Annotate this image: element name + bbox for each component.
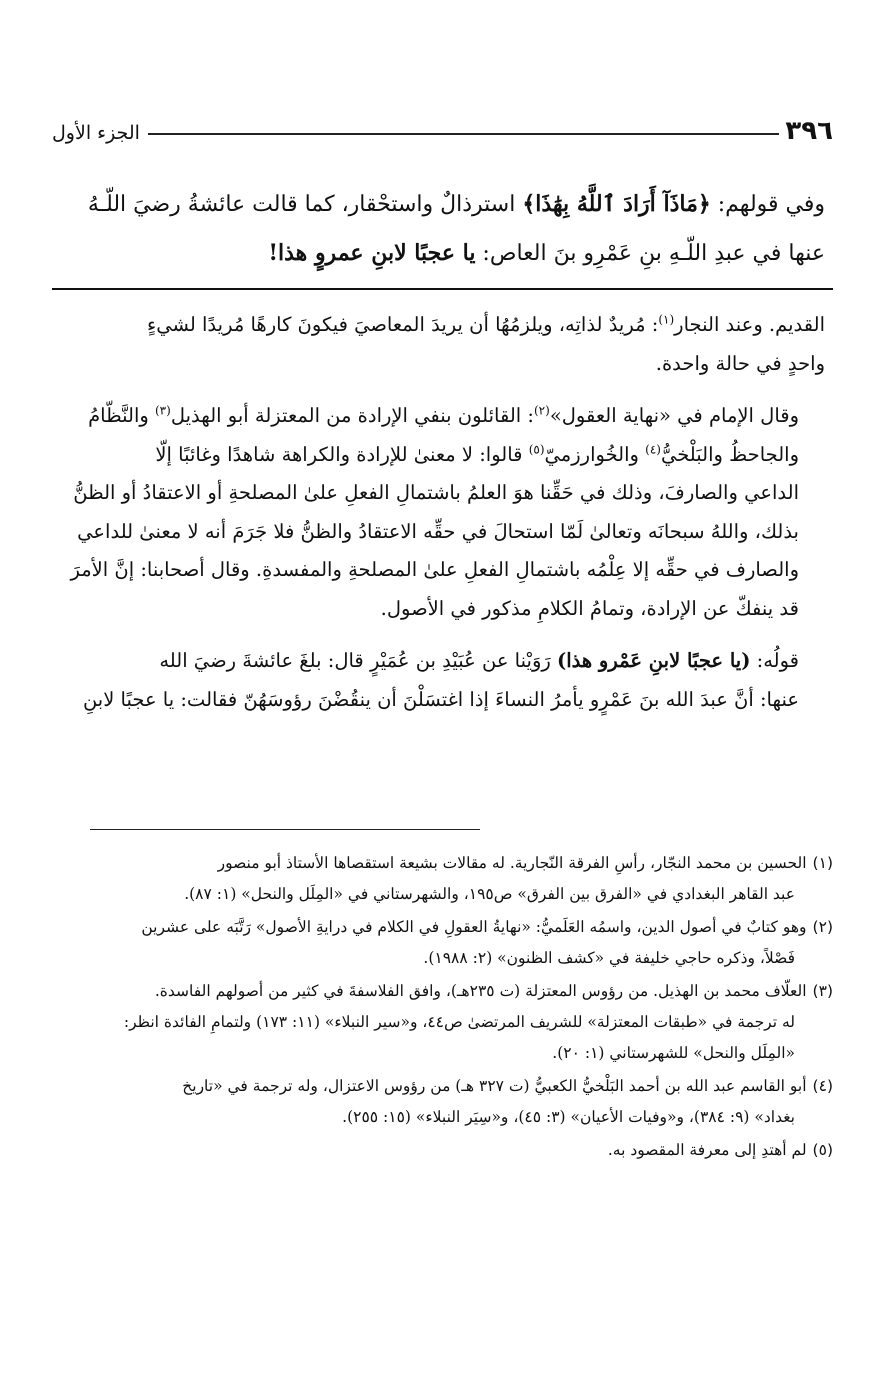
- footnote-5: [52, 1135, 833, 1166]
- footnote-3: [52, 976, 833, 1069]
- footnote-line: [52, 848, 833, 879]
- volume-label: الجزء الأول: [52, 122, 140, 144]
- footnote-ref[interactable]: (٤): [645, 442, 661, 456]
- text-line: الداعي والصارفَ، وذلك في حَقِّنا هوَ العلمُ باشتمالِ الفعلِ علىٰ المصلحةِ أو الاعتقادُ أو الظنُّ: [73, 481, 799, 504]
- footnote-ref[interactable]: (١): [658, 312, 675, 327]
- footnote-line: عبد القاهر البغدادي في «الفرق بين الفرق» ص١٩٥، والشهرستاني في «المِلَل والنحل» (١: ٨٧).: [184, 885, 795, 903]
- footnote-number: (١): [812, 854, 833, 872]
- paragraph: [52, 642, 825, 719]
- footnote-line: فَصْلاً، وذكره حاجي خليفة في «كشف الظنون» (٢: ١٩٨٨).: [423, 949, 795, 967]
- footnote-line: له ترجمة في «طبقات المعتزلة» للشريف المرتضىٰ ص٤٤، و«سير النبلاء» (١١: ١٧٣) ولتمامِ الفائدة انظر:: [123, 1013, 795, 1031]
- matn-line: [52, 180, 825, 229]
- footnote-line: [52, 1071, 833, 1102]
- footnote-ref[interactable]: (٢): [533, 403, 550, 418]
- page-number: ٣٩٦: [785, 116, 833, 146]
- footnote-1: [52, 848, 833, 910]
- matn-line: [52, 229, 825, 278]
- matn-text: عنها في عبدِ اللّـهِ بنِ عَمْرِو بنَ العاص:: [475, 241, 825, 266]
- footnote-text: وهو كتابٌ في أصول الدين، واسمُه العَلَميُّ: «نهايةُ العقولِ في الكلام في درايةِ الأصول» رَتَّبَه على عشرين: [141, 918, 807, 936]
- text-line: عنها: أنَّ عبدَ الله بنَ عَمْرٍو يأمرُ النساءَ إذا اغتسَلْنَ أن ينقُضْنَ رؤوسَهُنّ فقالت: يا عجبًا لابنِ: [82, 687, 799, 711]
- quran-quote: ﴿مَاذَآ أَرَادَ ٱللَّهُ بِهَٰذَا﴾: [522, 191, 711, 217]
- footnote-ref[interactable]: (٥): [528, 442, 545, 456]
- footnote-text: لم أهتدِ إلى معرفة المقصود به.: [607, 1141, 807, 1159]
- text-run: القديم. وعند النجار: [674, 313, 825, 336]
- matn-divider: [52, 288, 833, 290]
- text-run: والخُوارزميّ: [544, 442, 646, 466]
- header-rule: [148, 133, 780, 135]
- footnote-number: (٢): [812, 918, 833, 936]
- text-line: [52, 642, 825, 681]
- text-run: قالوا: لا معنىٰ للإرادة والكراهة شاهدًا وغائبًا إلّا: [155, 442, 529, 466]
- paragraph: [52, 306, 825, 383]
- text-line: [52, 397, 825, 436]
- footnote-line: [52, 976, 833, 1007]
- text-run: رَوَيْنا عن عُبَيْدِ بن عُمَيْرٍ قال: بلغَ عائشةَ رضيَ الله: [159, 649, 557, 672]
- text-line: والصارف في حقِّه إلا عِلْمُه باشتمالِ الفعلِ علىٰ المصلحةِ والمفسدةِ. وقال أصحابنا: إنَّ الأمرَ: [70, 558, 799, 581]
- footnote-ref[interactable]: (٣): [154, 403, 171, 418]
- footnote-divider: [90, 829, 480, 830]
- text-line: قد ينفكّ عن الإرادة، وتمامُ الكلامِ مذكور في الأصول.: [380, 596, 799, 620]
- footnote-line: [52, 1135, 833, 1166]
- footnotes-block: [52, 848, 833, 1168]
- footnote-line: بغداد» (٩: ٣٨٤)، و«وفيات الأعيان» (٣: ٤٥)، و«سِيَر النبلاء» (١٥: ٢٥٥).: [342, 1108, 795, 1126]
- text-line: بذلك، واللهُ سبحانَه وتعالىٰ لَمّا استحالَ في حقِّه الاعتقادُ والظنُّ فلا جَرَمَ أنه لا معنىٰ للداعي: [77, 519, 799, 543]
- quoted-phrase: (يا عجبًا لابنِ عَمْرو هذا): [556, 649, 751, 672]
- commentary-block: [52, 306, 825, 733]
- text-run: وقال الإمام في «نهاية العقول»: [549, 404, 799, 427]
- text-run: : القائلون بنفي الإرادة من المعتزلة أبو الهذيل: [170, 404, 534, 427]
- footnote-text: الحسين بن محمد النجّار، رأسِ الفرقة النّجارية. له مقالات بشيعة استقصاها الأستاذ أبو منصور: [217, 854, 807, 872]
- footnote-number: (٥): [812, 1141, 833, 1159]
- matn-text: وفي قولهم:: [710, 192, 825, 217]
- paragraph: [52, 397, 825, 628]
- text-run: قولُه:: [750, 649, 799, 672]
- text-line: [52, 306, 825, 345]
- footnote-line: [52, 912, 833, 943]
- running-header: [52, 112, 833, 146]
- footnote-2: [52, 912, 833, 974]
- matn-text: استرذالٌ واستحْقار، كما قالت عائشةُ رضيَ اللّـهُ: [87, 192, 523, 217]
- text-run: : مُريدٌ لذاتِه، ويلزمُهُا أن يريدَ المعاصيَ فيكونَ كارهًا مُريدًا لشيءٍ: [147, 313, 659, 336]
- footnote-line: «المِلَل والنحل» للشهرستاني (١: ٢٠).: [552, 1044, 795, 1062]
- text-run: والنَّظّامُ: [88, 404, 155, 427]
- footnote-number: (٣): [812, 982, 833, 1000]
- text-line: واحدٍ في حالة واحدة.: [655, 351, 825, 375]
- footnote-text: أبو القاسم عبد الله بن أحمد البَلْخيُّ الكعبيُّ (ت ٣٢٧ هـ) من رؤوس الاعتزال، وله ترجمة في «تاريخ: [182, 1077, 807, 1095]
- footnote-text: العلّاف محمد بن الهذيل. من رؤوس المعتزلة (ت ٢٣٥هـ)، وافق الفلاسفةَ في كثير من أصولهم الفاسدة.: [154, 982, 807, 1000]
- footnote-number: (٤): [812, 1077, 833, 1095]
- matn-block: [52, 180, 825, 278]
- text-line: [52, 436, 825, 475]
- text-run: والجاحظُ والبَلْخيُّ: [660, 442, 799, 466]
- matn-emphasis: يا عجبًا لابنِ عمروٍ هذا!: [268, 240, 476, 266]
- footnote-4: [52, 1071, 833, 1133]
